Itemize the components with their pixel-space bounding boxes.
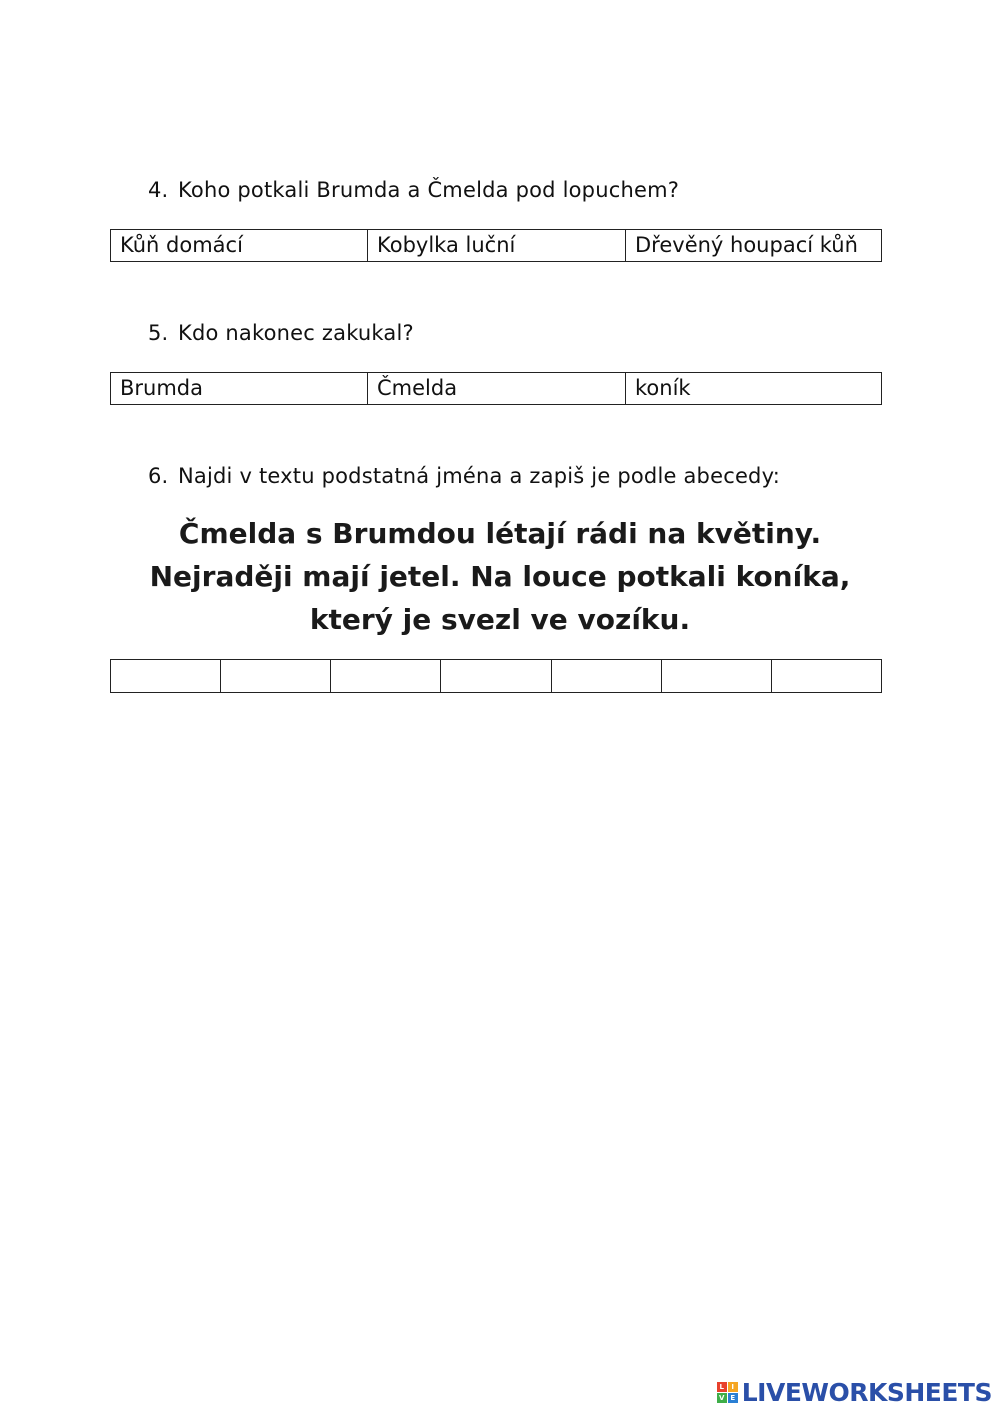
question-5-options xyxy=(110,372,882,405)
logo-mark-tile: V xyxy=(717,1393,727,1403)
reading-passage: Čmelda s Brumdou létají rádi na květiny. Nejraději mají jetel. Na louce potkali koníka, který je svezl ve vozíku. xyxy=(149,517,851,636)
logo-mark-tile: L xyxy=(717,1382,727,1392)
question-5-option-2[interactable]: Čmelda xyxy=(368,373,626,404)
question-4-option-3[interactable]: Dřevěný houpací kůň xyxy=(635,233,858,257)
question-6-number: 6. xyxy=(148,464,169,488)
answer-blank-3[interactable] xyxy=(331,660,441,692)
answer-blank-2[interactable] xyxy=(221,660,331,692)
logo-text: LIVEWORKSHEETS xyxy=(741,1378,992,1407)
logo-mark-tile: I xyxy=(728,1382,738,1392)
question-4-option-1[interactable]: Kůň domácí xyxy=(111,230,368,261)
question-4-options xyxy=(110,229,882,262)
answer-blank-7[interactable] xyxy=(772,660,881,692)
answer-blank-4[interactable] xyxy=(441,660,551,692)
question-5-number: 5. xyxy=(148,321,169,345)
liveworksheets-logo xyxy=(717,1378,992,1407)
answer-blank-6[interactable] xyxy=(662,660,772,692)
logo-mark-tile: E xyxy=(728,1393,738,1403)
question-4 xyxy=(148,178,679,202)
question-6 xyxy=(148,464,780,488)
answer-blank-1[interactable] xyxy=(111,660,221,692)
answer-blank-5[interactable] xyxy=(552,660,662,692)
answer-blanks-row xyxy=(110,659,882,693)
question-5-option-1[interactable]: Brumda xyxy=(111,373,368,404)
question-5-text: Kdo nakonec zakukal? xyxy=(178,321,414,345)
question-4-option-2[interactable]: Kobylka luční xyxy=(368,230,626,261)
question-4-text: Koho potkali Brumda a Čmelda pod lopuchem? xyxy=(178,178,680,202)
logo-mark-icon xyxy=(717,1382,738,1403)
question-4-number: 4. xyxy=(148,178,169,202)
question-5-option-3[interactable]: koník xyxy=(635,376,691,400)
question-6-text: Najdi v textu podstatná jména a zapiš je podle abecedy: xyxy=(178,464,780,488)
question-5 xyxy=(148,321,414,345)
